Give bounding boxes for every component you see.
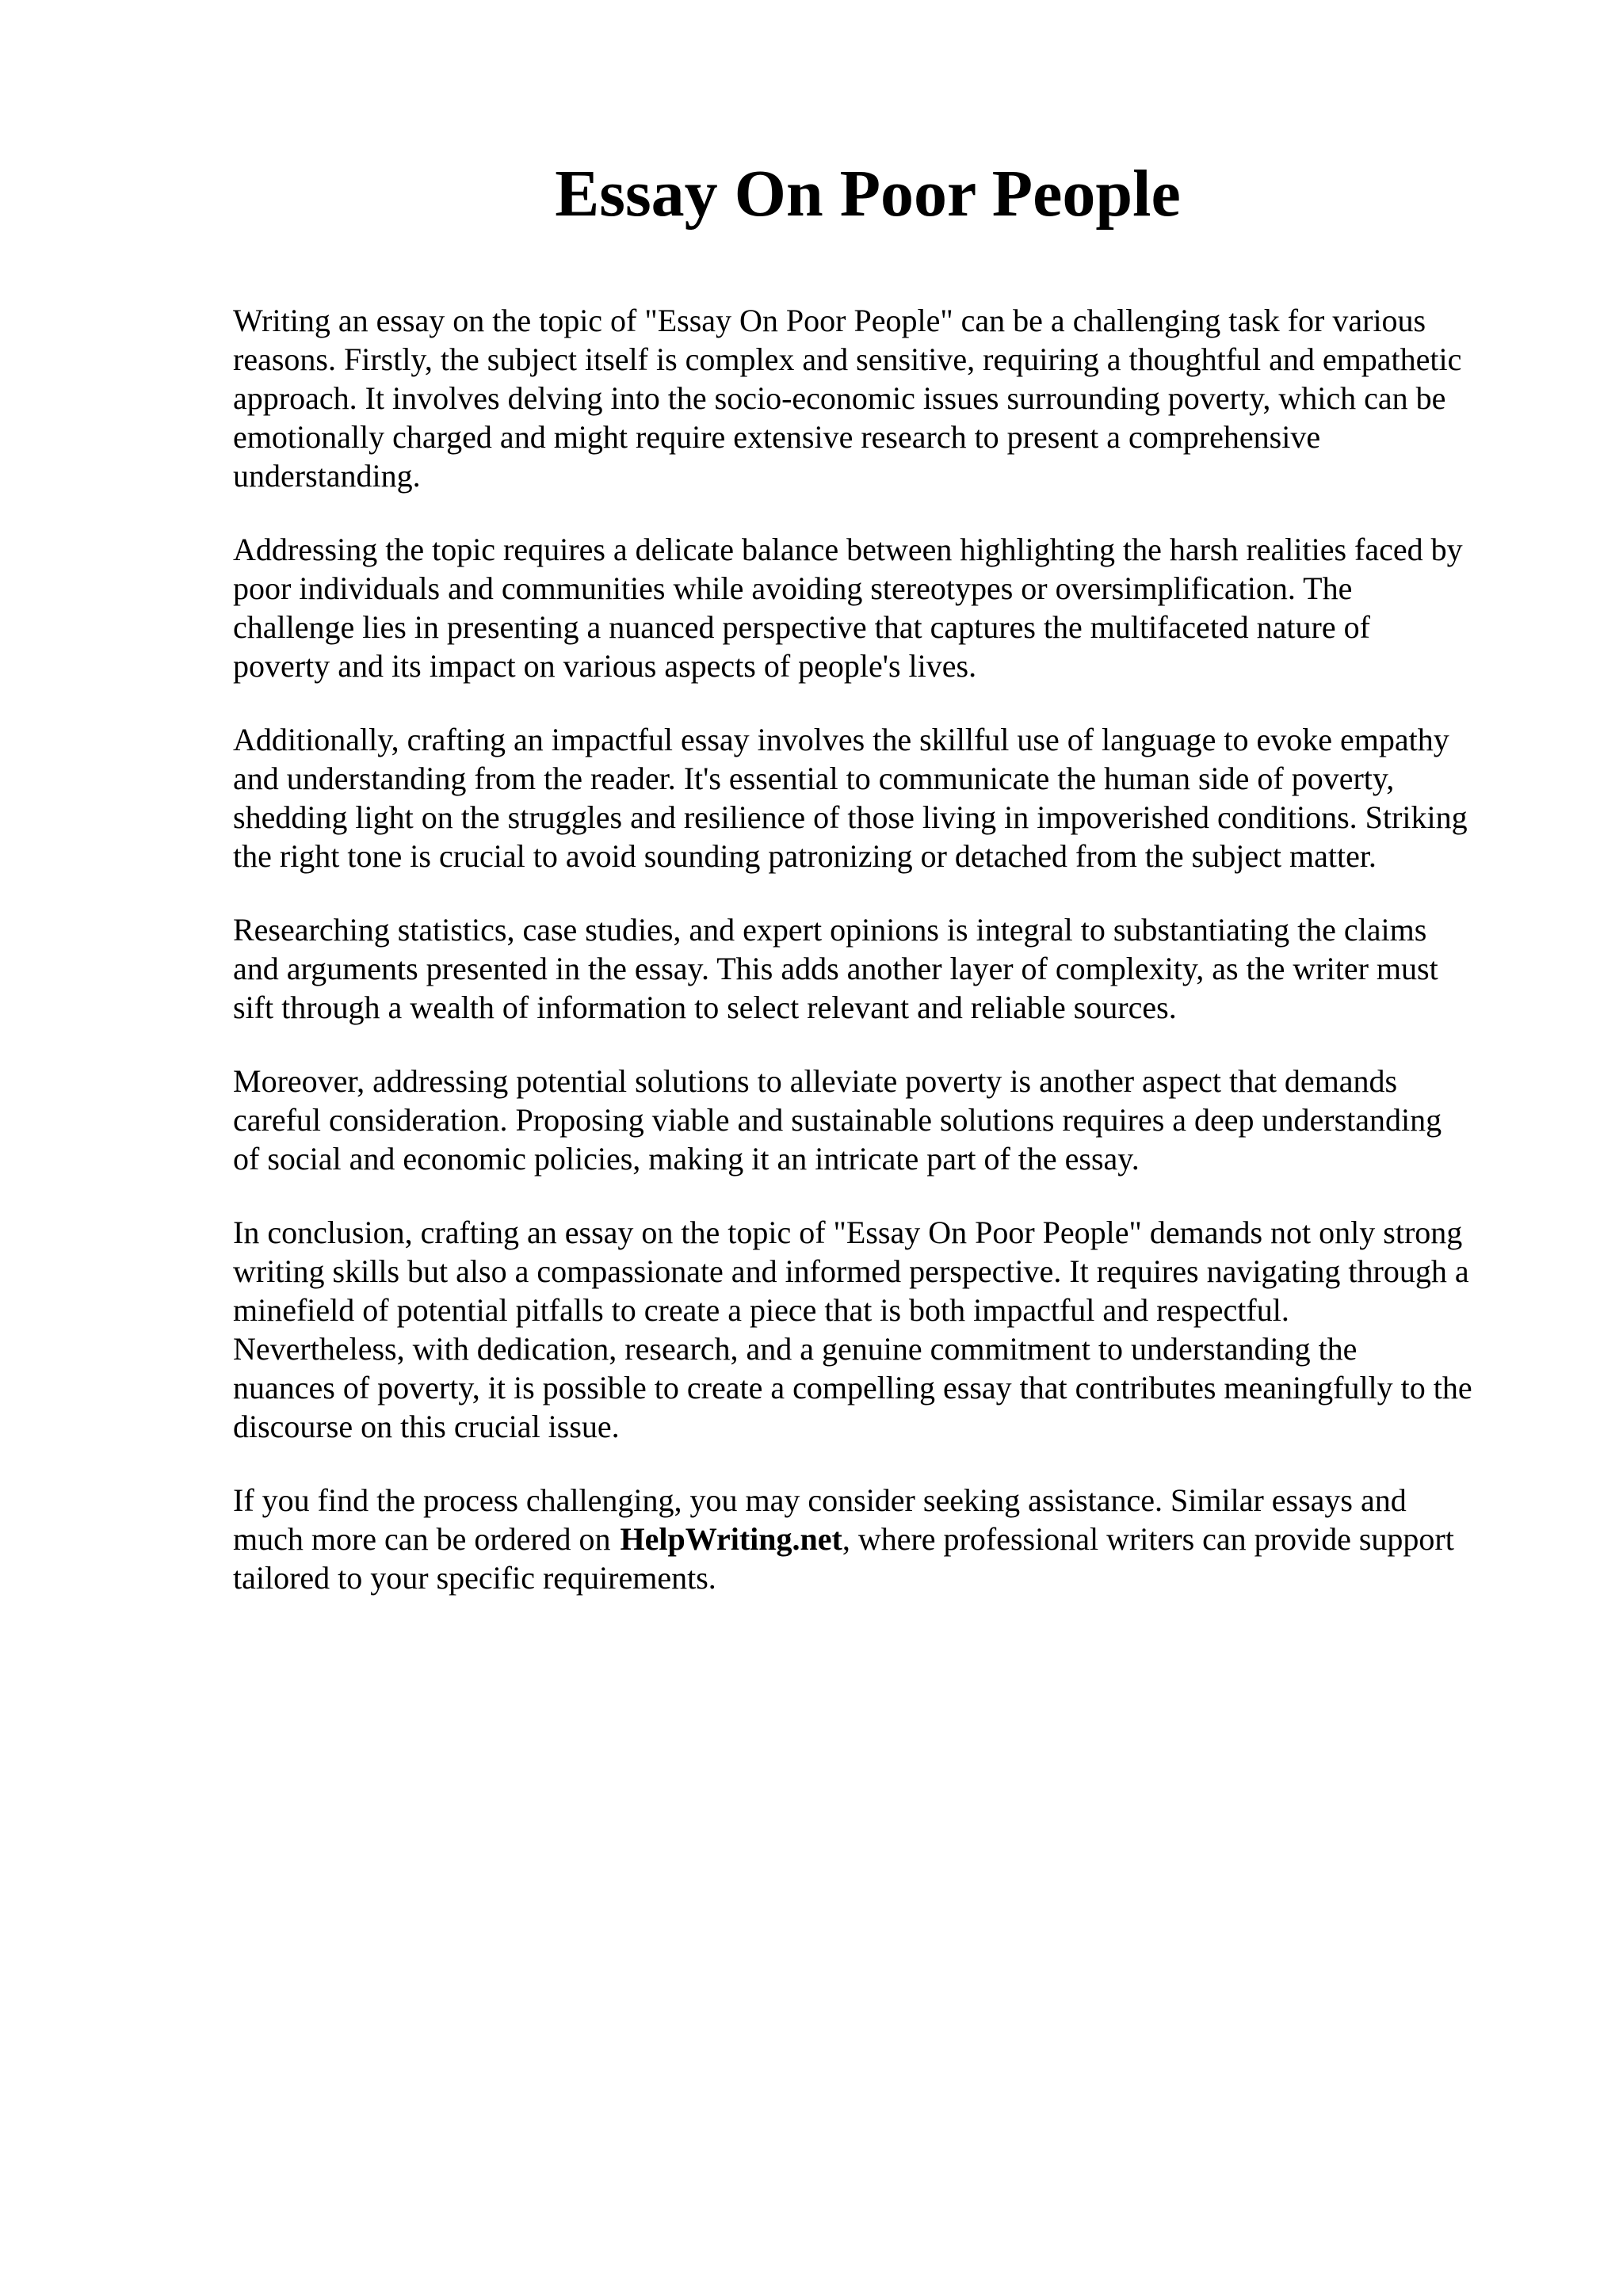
- paragraph-2: Addressing the topic requires a delicate balance between highlighting the harsh realities faced by poor individuals and communities while avoiding stereotypes or oversimplification. The challenge lies in presenting a nuanced perspective that captures the multifaceted nature of poverty and its impact on various aspects of people's lives.: [233, 532, 1463, 684]
- helpwriting-link[interactable]: HelpWriting.net: [620, 1521, 842, 1557]
- paragraph-6: In conclusion, crafting an essay on the topic of "Essay On Poor People" demands not only strong writing skills but also a compassionate and informed perspective. It requires navigating through a minefield of potential pitfalls to create a piece that is both impactful and respectful. Nevertheless, with dedication, research, and a genuine commitment to understanding the nuances of poverty, it is possible to create a compelling essay that contributes meaningfully to the discourse on this crucial issue.: [233, 1215, 1472, 1444]
- paragraph-3: Additionally, crafting an impactful essay involves the skillful use of language to evoke empathy and understanding from the reader. It's essential to communicate the human side of poverty, shedding light on the struggles and resilience of those living in impoverished conditions. Striking the right tone is crucial to avoid sounding patronizing or detached from the subject matter.: [233, 722, 1468, 874]
- page-title: Essay On Poor People: [555, 157, 1181, 231]
- closing-text-before-link: If you find the process challenging, you may consider seeking assistance. Similar essays and much more can be ordered on: [233, 1482, 1407, 1557]
- essay-body: [233, 301, 1541, 1632]
- paragraph-4: Researching statistics, case studies, and expert opinions is integral to substantiating the claims and arguments presented in the essay. This adds another layer of complexity, as the writer must sift through a wealth of information to select relevant and reliable sources.: [233, 912, 1438, 1025]
- paragraph-1: Writing an essay on the topic of "Essay On Poor People" can be a challenging task for various reasons. Firstly, the subject itself is complex and sensitive, requiring a thoughtful and empathetic approach. It involves delving into the socio-economic issues surrounding poverty, which can be emotionally charged and might require extensive research to present a comprehensive understanding.: [233, 303, 1462, 494]
- closing-paragraph: [233, 1481, 1541, 1597]
- paragraph-5: Moreover, addressing potential solutions to alleviate poverty is another aspect that demands careful consideration. Proposing viable and sustainable solutions requires a deep understanding of social and economic policies, making it an intricate part of the essay.: [233, 1063, 1442, 1177]
- closing-text-after-link: , where professional writers can provide support tailored to your specific requirements.: [233, 1521, 1454, 1596]
